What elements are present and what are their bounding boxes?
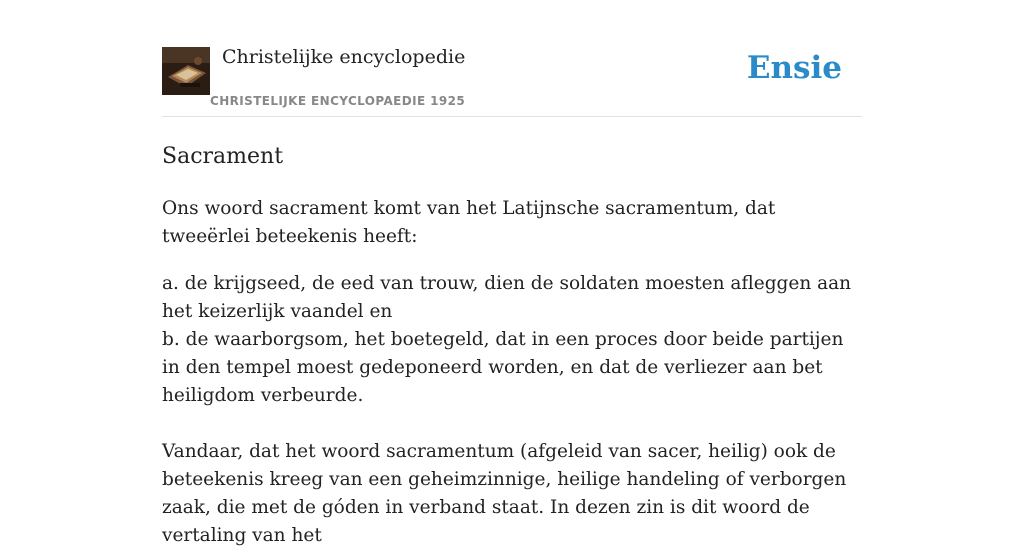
article-paragraph-list — [162, 270, 862, 410]
ensie-logo-link[interactable]: Ensie — [746, 50, 842, 86]
list-item-a: a. de krijgseed, de eed van trouw, dien de soldaten moesten afleggen aan het keizerlijk vaandel en — [162, 273, 852, 322]
article-page — [162, 0, 862, 550]
book-avatar-icon[interactable] — [162, 47, 210, 95]
article-paragraph: Vandaar, dat het woord sacramentum (afgeleid van sacer, heilig) ook de beteekenis kreeg van een geheimzinnige, heilige handeling of verborgen zaak, die met de góden in verband staat. In dezen zin is dit woord de vertaling van het — [162, 441, 847, 546]
article-paragraph: Ons woord sacrament komt van het Latijnsche sacramentum, dat tweeërlei beteekenis heeft: — [162, 198, 776, 247]
book-subtitle: CHRISTELIJKE ENCYCLOPAEDIE 1925 — [210, 94, 466, 108]
header — [162, 0, 862, 117]
article-title: Sacrament — [162, 144, 284, 169]
book-title[interactable]: Christelijke encyclopedie — [222, 46, 466, 68]
list-item-b: b. de waarborgsom, het boetegeld, dat in een proces door beide partijen in den tempel moest gedeponeerd worden, en dat de verliezer aan bet heiligdom verbeurde. — [162, 329, 844, 406]
